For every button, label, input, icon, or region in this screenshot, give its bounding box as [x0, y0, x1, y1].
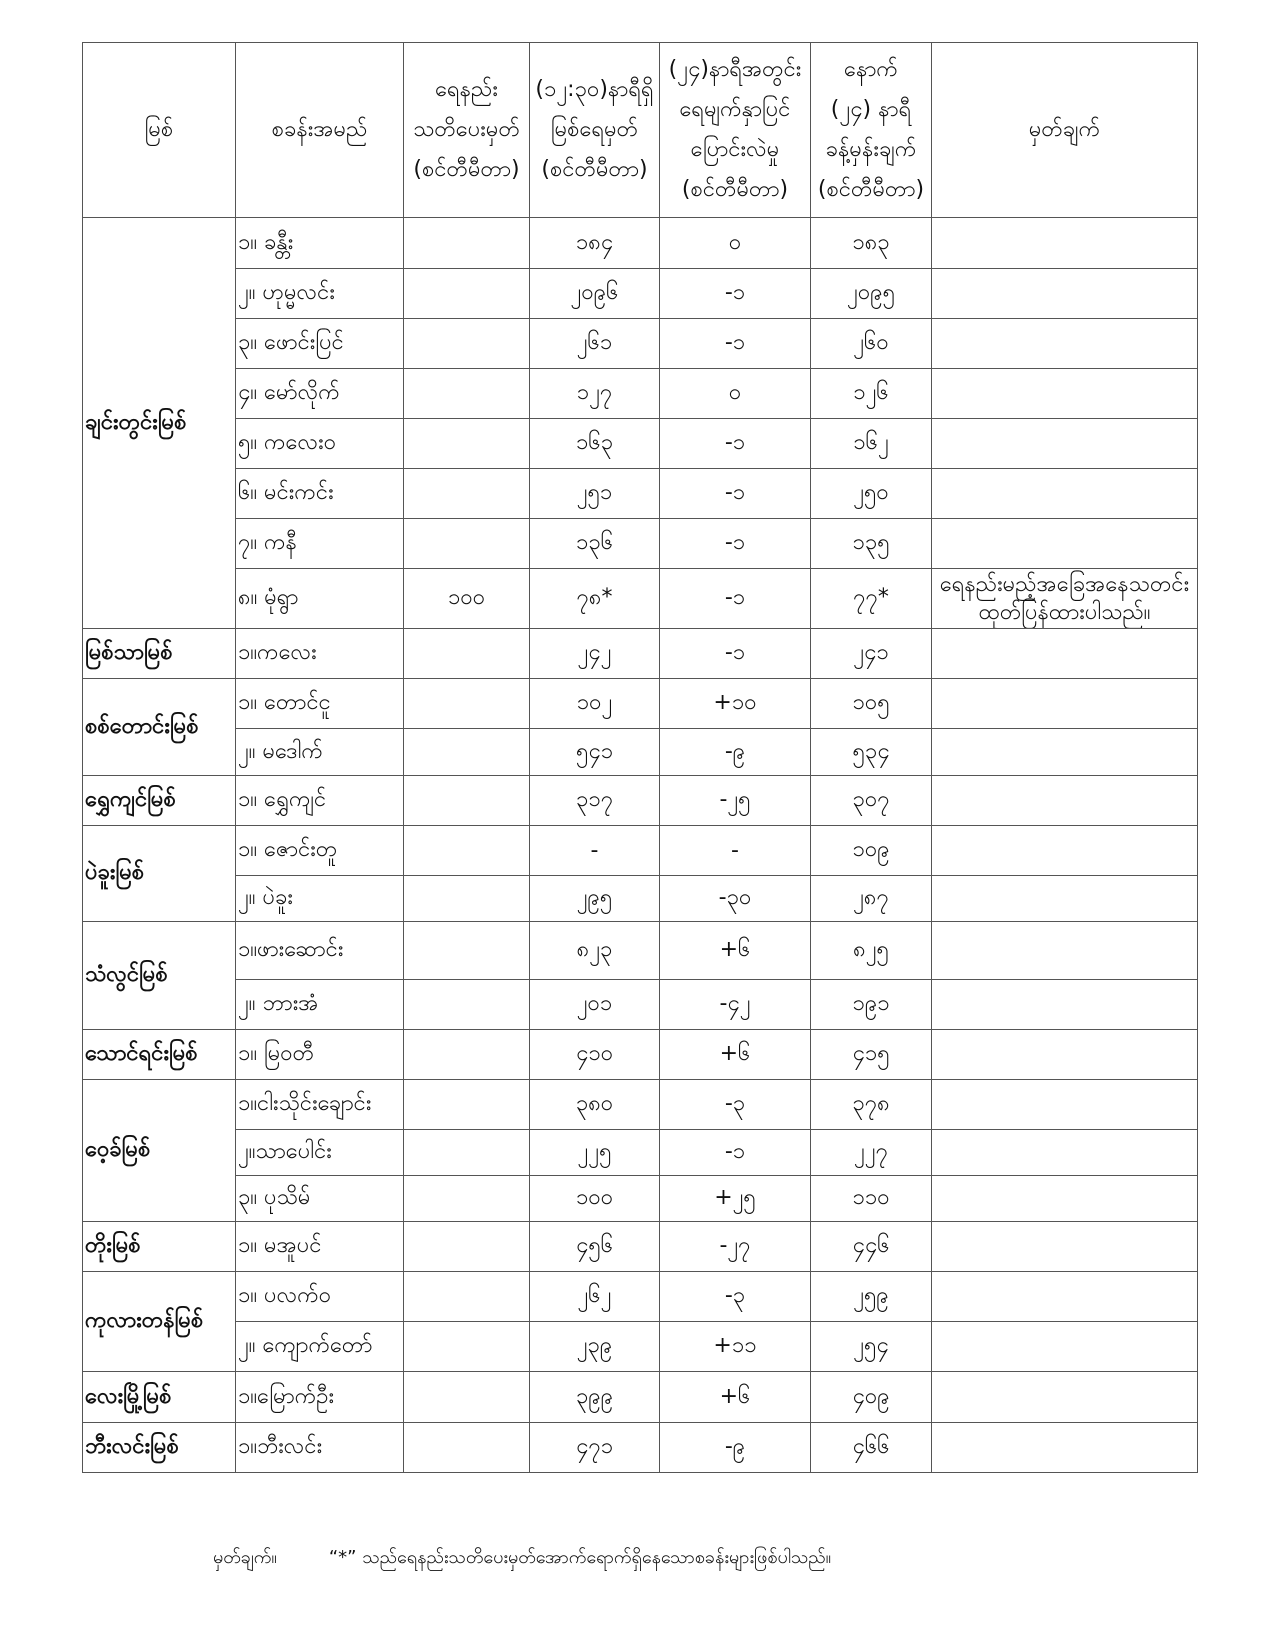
- water-level-cell: ၇၈*: [530, 569, 660, 629]
- table-row: [83, 1272, 1198, 1322]
- station-name: ၁။ငါးသိုင်းချောင်း: [236, 1080, 404, 1130]
- change-cell: +၂၅: [660, 1176, 811, 1222]
- remark-cell: [932, 1130, 1198, 1176]
- table-row: [83, 980, 1198, 1030]
- change-cell: -၁: [660, 419, 811, 469]
- header-line: (စင်တီမီတာ): [817, 177, 925, 202]
- change-cell: -၉: [660, 729, 811, 776]
- danger-level-cell: [404, 679, 530, 729]
- station-name: ၄။ မော်လိုက်: [236, 369, 404, 419]
- danger-level-cell: [404, 469, 530, 519]
- header-line: ရေမျက်နှာပြင်: [679, 97, 791, 122]
- forecast-cell: ၂၀၉၅: [811, 269, 932, 319]
- water-level-cell: ၂၀၁: [530, 980, 660, 1030]
- remark-cell: [932, 1080, 1198, 1130]
- danger-level-cell: [404, 1222, 530, 1272]
- table-row: [83, 1222, 1198, 1272]
- station-name: ၁။ ဇောင်းတူ: [236, 826, 404, 876]
- remark-cell: [932, 729, 1198, 776]
- change-cell: ၀: [660, 218, 811, 269]
- danger-level-cell: [404, 826, 530, 876]
- danger-level-cell: [404, 1272, 530, 1322]
- river-name: လေးမြို့မြစ်: [83, 1372, 236, 1423]
- river-name: ဘီးလင်းမြစ်: [83, 1423, 236, 1473]
- remark-cell: [932, 1030, 1198, 1080]
- header-line: သတိပေးမှတ်: [413, 117, 520, 142]
- change-cell: -၉: [660, 1423, 811, 1473]
- danger-level-cell: [404, 729, 530, 776]
- forecast-cell: ၅၃၄: [811, 729, 932, 776]
- change-cell: +၆: [660, 1372, 811, 1423]
- station-name: ၁။ တောင်ငူ: [236, 679, 404, 729]
- forecast-cell: ၁၀၅: [811, 679, 932, 729]
- station-name: ၁။ မအူပင်: [236, 1222, 404, 1272]
- change-cell: -၄၂: [660, 980, 811, 1030]
- station-name: ၃။ ဖောင်းပြင်: [236, 319, 404, 369]
- remark-cell: [932, 679, 1198, 729]
- header-line: (စင်တီမီတာ): [541, 157, 648, 182]
- remark-cell: [932, 826, 1198, 876]
- remark-cell: [932, 1222, 1198, 1272]
- forecast-cell: ၄၁၅: [811, 1030, 932, 1080]
- header-line: (၂၄)နာရီအတွင်း: [668, 57, 802, 82]
- table-row: [83, 776, 1198, 826]
- change-cell: -၁: [660, 519, 811, 569]
- remark-cell: [932, 419, 1198, 469]
- change-cell: -၃၀: [660, 876, 811, 922]
- forecast-cell: ၂၅၄: [811, 1322, 932, 1372]
- header-remarks: မှတ်ချက်: [932, 43, 1198, 218]
- table-row: [83, 1322, 1198, 1372]
- station-name: ၁။ဘီးလင်း: [236, 1423, 404, 1473]
- forecast-cell: ၄၆၆: [811, 1423, 932, 1473]
- forecast-cell: ၁၃၅: [811, 519, 932, 569]
- table-row: [83, 876, 1198, 922]
- table-row: [83, 269, 1198, 319]
- forecast-cell: ၄၀၉: [811, 1372, 932, 1423]
- river-name: ရွှေကျင်မြစ်: [83, 776, 236, 826]
- header-line: (၂၄) နာရီ: [830, 97, 912, 122]
- forecast-cell: ၂၄၁: [811, 629, 932, 679]
- water-level-cell: ၁၀၂: [530, 679, 660, 729]
- river-name: ဝေ့ခ်မြစ်: [83, 1080, 236, 1222]
- danger-level-cell: [404, 980, 530, 1030]
- forecast-cell: ၂၅၉: [811, 1272, 932, 1322]
- table-header-row: [83, 43, 1198, 218]
- remark-cell: [932, 1372, 1198, 1423]
- header-line: ပြောင်းလဲမှု: [690, 137, 780, 162]
- station-name: ၂။ ဟုမ္မလင်း: [236, 269, 404, 319]
- remark-cell: [932, 569, 1198, 629]
- remark-cell: [932, 922, 1198, 980]
- change-cell: -၁: [660, 1130, 811, 1176]
- table-row: [83, 1030, 1198, 1080]
- water-level-cell: ၂၀၉၆: [530, 269, 660, 319]
- table-row: [83, 1080, 1198, 1130]
- danger-level-cell: [404, 776, 530, 826]
- change-cell: -၁: [660, 569, 811, 629]
- water-level-cell: ၃၁၇: [530, 776, 660, 826]
- table-row: [83, 1176, 1198, 1222]
- change-cell: -၁: [660, 319, 811, 369]
- remark-cell: [932, 218, 1198, 269]
- table-row: [83, 922, 1198, 980]
- remark-cell: [932, 469, 1198, 519]
- danger-level-cell: [404, 1322, 530, 1372]
- water-level-cell: ၃၈၀: [530, 1080, 660, 1130]
- remark-cell: [932, 269, 1198, 319]
- danger-level-cell: [404, 269, 530, 319]
- station-name: ၁။ ပလက်ဝ: [236, 1272, 404, 1322]
- water-level-cell: ၁၃၆: [530, 519, 660, 569]
- forecast-cell: ၃၇၈: [811, 1080, 932, 1130]
- water-level-cell: ၈၂၃: [530, 922, 660, 980]
- water-level-cell: ၄၁၀: [530, 1030, 660, 1080]
- header-line: (စင်တီမီတာ): [413, 157, 520, 182]
- forecast-cell: ၇၇*: [811, 569, 932, 629]
- danger-level-cell: [404, 218, 530, 269]
- river-name: ချင်းတွင်းမြစ်: [83, 218, 236, 629]
- danger-level-cell: [404, 519, 530, 569]
- header-line: (၁၂:၃၀)နာရီရှိ: [535, 77, 654, 102]
- table-row: [83, 319, 1198, 369]
- station-name: ၁။ မြဝတီ: [236, 1030, 404, 1080]
- station-name: ၁။ဖားဆောင်း: [236, 922, 404, 980]
- table-row: [83, 569, 1198, 629]
- header-river: မြစ်: [83, 43, 236, 218]
- forecast-cell: ၁၆၂: [811, 419, 932, 469]
- station-name: ၇။ ကနီ: [236, 519, 404, 569]
- change-cell: -၃: [660, 1272, 811, 1322]
- water-level-cell: ၄၇၁: [530, 1423, 660, 1473]
- forecast-cell: ၁၉၁: [811, 980, 932, 1030]
- table-row: [83, 1372, 1198, 1423]
- change-cell: -၁: [660, 269, 811, 319]
- danger-level-cell: [404, 419, 530, 469]
- danger-level-cell: [404, 1030, 530, 1080]
- station-name: ၂။ မဒေါက်: [236, 729, 404, 776]
- station-name: ၁။ကလေး: [236, 629, 404, 679]
- change-cell: +၁၁: [660, 1322, 811, 1372]
- remark-cell: [932, 319, 1198, 369]
- water-level-table: [82, 42, 1198, 1473]
- change-cell: ၀: [660, 369, 811, 419]
- table-row: [83, 369, 1198, 419]
- danger-level-cell: [404, 1080, 530, 1130]
- table-row: [83, 679, 1198, 729]
- water-level-cell: ၂၉၅: [530, 876, 660, 922]
- water-level-cell: -: [530, 826, 660, 876]
- header-forecast: [811, 43, 932, 218]
- table-row: [83, 629, 1198, 679]
- forecast-cell: ၂၂၇: [811, 1130, 932, 1176]
- river-name: စစ်တောင်းမြစ်: [83, 679, 236, 776]
- water-level-cell: ၂၂၅: [530, 1130, 660, 1176]
- table-row: [83, 1130, 1198, 1176]
- remark-cell: [932, 629, 1198, 679]
- remark-cell: [932, 1176, 1198, 1222]
- forecast-cell: ၁၁၀: [811, 1176, 932, 1222]
- header-station: စခန်းအမည်: [236, 43, 404, 218]
- danger-level-cell: [404, 1372, 530, 1423]
- water-level-cell: ၄၅၆: [530, 1222, 660, 1272]
- water-level-cell: ၅၄၁: [530, 729, 660, 776]
- water-level-cell: ၁၆၃: [530, 419, 660, 469]
- station-name: ၅။ ကလေးဝ: [236, 419, 404, 469]
- water-level-cell: ၂၆၂: [530, 1272, 660, 1322]
- water-level-cell: ၂၄၂: [530, 629, 660, 679]
- danger-level-cell: [404, 876, 530, 922]
- remark-line: ရေနည်းမည့်အခြေအနေသတင်း: [939, 571, 1190, 597]
- water-level-cell: ၁၀၀: [530, 1176, 660, 1222]
- forecast-cell: ၁၀၉: [811, 826, 932, 876]
- station-name: ၈။ မုံရွာ: [236, 569, 404, 629]
- change-cell: -၃: [660, 1080, 811, 1130]
- table-row: [83, 519, 1198, 569]
- danger-level-cell: [404, 922, 530, 980]
- forecast-cell: ၂၈၇: [811, 876, 932, 922]
- remark-cell: [932, 980, 1198, 1030]
- table-row: [83, 729, 1198, 776]
- water-level-cell: ၃၉၉: [530, 1372, 660, 1423]
- station-name: ၁။ ရွှေကျင်: [236, 776, 404, 826]
- remark-cell: [932, 369, 1198, 419]
- river-name: ကုလားတန်မြစ်: [83, 1272, 236, 1372]
- forecast-cell: ၁၈၃: [811, 218, 932, 269]
- river-name: မြစ်သာမြစ်: [83, 629, 236, 679]
- change-cell: -: [660, 826, 811, 876]
- station-name: ၂။ ကျောက်တော်: [236, 1322, 404, 1372]
- header-line: မြစ်ရေမှတ်: [550, 117, 639, 142]
- table-row: [83, 218, 1198, 269]
- danger-level-cell: [404, 1130, 530, 1176]
- footnote-text: “*” သည်ရေနည်းသတိပေးမှတ်အောက်ရောက်ရှိနေသောစခန်းများဖြစ်ပါသည်။: [328, 1547, 832, 1568]
- station-name: ၁။မြောက်ဦး: [236, 1372, 404, 1423]
- footnote-label: မှတ်ချက်။: [213, 1547, 277, 1568]
- table-body: [83, 218, 1198, 1473]
- station-name: ၁။ ခန္တီး: [236, 218, 404, 269]
- header-line: နောက်: [844, 57, 898, 82]
- table-row: [83, 1423, 1198, 1473]
- forecast-cell: ၂၅၀: [811, 469, 932, 519]
- water-level-cell: ၂၅၁: [530, 469, 660, 519]
- table-row: [83, 419, 1198, 469]
- station-name: ၂။ ပဲခူး: [236, 876, 404, 922]
- remark-cell: [932, 1423, 1198, 1473]
- danger-level-cell: [404, 319, 530, 369]
- change-cell: +၆: [660, 922, 811, 980]
- river-name: တိုးမြစ်: [83, 1222, 236, 1272]
- change-cell: +၁၀: [660, 679, 811, 729]
- danger-level-cell: ၁၀၀: [404, 569, 530, 629]
- remark-cell: [932, 776, 1198, 826]
- station-name: ၂။သာပေါင်း: [236, 1130, 404, 1176]
- water-level-cell: ၂၃၉: [530, 1322, 660, 1372]
- remark-line: ထုတ်ပြန်ထားပါသည်။: [978, 599, 1151, 625]
- remark-cell: [932, 1272, 1198, 1322]
- forecast-cell: ၃၀၇: [811, 776, 932, 826]
- forecast-cell: ၈၂၅: [811, 922, 932, 980]
- danger-level-cell: [404, 629, 530, 679]
- river-name: ပဲခူးမြစ်: [83, 826, 236, 922]
- remark-cell: [932, 876, 1198, 922]
- table-row: [83, 469, 1198, 519]
- water-level-cell: ၂၆၁: [530, 319, 660, 369]
- danger-level-cell: [404, 369, 530, 419]
- change-cell: -၁: [660, 469, 811, 519]
- header-danger-level: [404, 43, 530, 218]
- water-level-cell: ၁၂၇: [530, 369, 660, 419]
- change-cell: -၁: [660, 629, 811, 679]
- station-name: ၆။ မင်းကင်း: [236, 469, 404, 519]
- remark-cell: [932, 519, 1198, 569]
- header-line: (စင်တီမီတာ): [681, 177, 789, 202]
- river-name: သံလွင်မြစ်: [83, 922, 236, 1030]
- forecast-cell: ၂၆၀: [811, 319, 932, 369]
- footnote: [213, 1545, 831, 1572]
- danger-level-cell: [404, 1176, 530, 1222]
- forecast-cell: ၄၄၆: [811, 1222, 932, 1272]
- remark-cell: [932, 1322, 1198, 1372]
- forecast-cell: ၁၂၆: [811, 369, 932, 419]
- change-cell: -၂၅: [660, 776, 811, 826]
- header-line: ရေနည်း: [435, 77, 498, 102]
- station-name: ၂။ ဘားအံ: [236, 980, 404, 1030]
- table-row: [83, 826, 1198, 876]
- header-line: ခန့်မှန်းချက်: [825, 137, 917, 162]
- change-cell: -၂၇: [660, 1222, 811, 1272]
- header-change: [660, 43, 811, 218]
- header-current-level: [530, 43, 660, 218]
- danger-level-cell: [404, 1423, 530, 1473]
- station-name: ၃။ ပုသိမ်: [236, 1176, 404, 1222]
- water-level-cell: ၁၈၄: [530, 218, 660, 269]
- river-name: သောင်ရင်းမြစ်: [83, 1030, 236, 1080]
- change-cell: +၆: [660, 1030, 811, 1080]
